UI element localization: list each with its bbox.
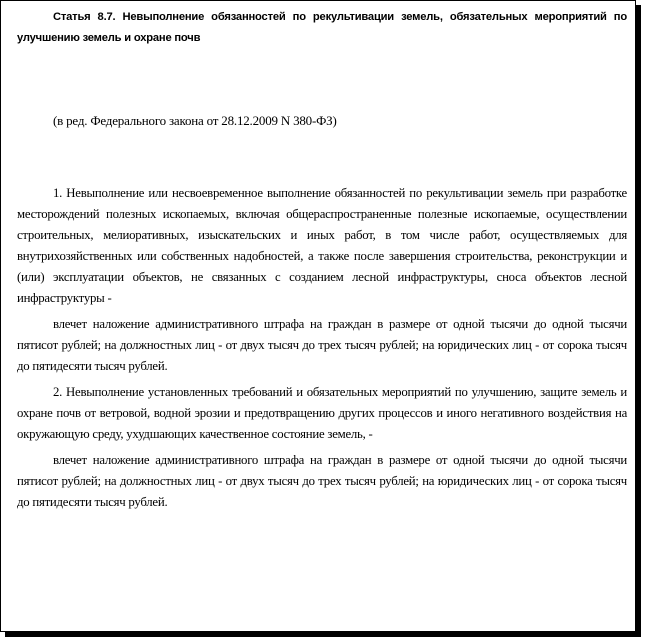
paragraph-2-penalty: влечет наложение административного штрафа на граждан в размере от одной тысячи до одной тысячи пятисот рублей; на должностных лиц - от двух тысяч до трех тысяч рублей; на юридических лиц - от сорока тысяч до пятидесяти тысяч рублей.: [17, 453, 627, 509]
article-content: [17, 7, 627, 509]
paragraph-1-penalty: влечет наложение административного штрафа на граждан в размере от одной тысячи до одной тысячи пятисот рублей; на должностных лиц - от двух тысяч до трех тысяч рублей; на юридических лиц - от сорока тысяч до пятидесяти тысяч рублей.: [17, 317, 627, 373]
paragraph-2: 2. Невыполнение установленных требований и обязательных мероприятий по улучшению, защите земель и охране почв от ветровой, водной эрозии и предотвращению других процессов и иного негативного воздействия на окружающую среду, ухудшающих качественное состояние земель, -: [17, 385, 627, 441]
amendment-note: (в ред. Федерального закона от 28.12.2009 N 380-ФЗ): [53, 113, 337, 128]
article-heading: Статья 8.7. Невыполнение обязанностей по рекультивации земель, обязательных мероприятий по улучшению земель и охране почв: [17, 11, 627, 44]
paragraph-1: 1. Невыполнение или несвоевременное выполнение обязанностей по рекультивации земель при разработке месторождений полезных ископаемых, включая общераспространенные полезные ископаемые, осуществлении строительных, мелиоративных, изыскательских и иных работ, в том числе работ, осуществляемых для внутрихозяйственных или собственных надобностей, а также после завершения строительства, реконструкции и (или) эксплуатации объектов, не связанных с созданием лесной инфраструктуры, сноса объектов лесной инфраструктуры -: [17, 186, 627, 305]
article-body: [17, 183, 627, 518]
